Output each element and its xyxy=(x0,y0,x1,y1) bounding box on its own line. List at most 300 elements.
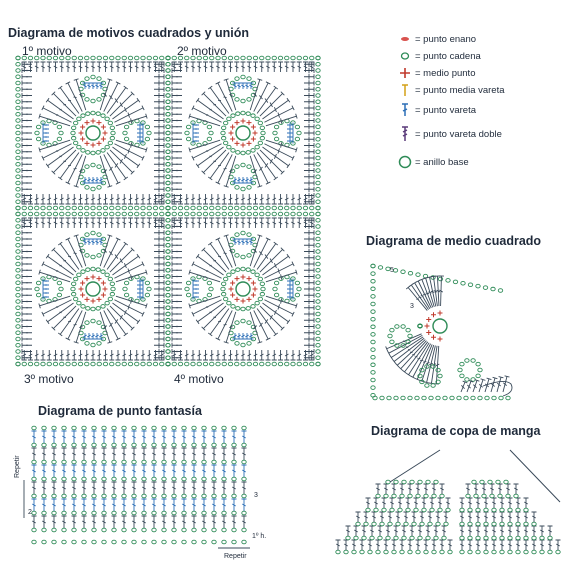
double-crochet xyxy=(193,291,199,296)
double-crochet xyxy=(122,62,127,72)
chain-stitch xyxy=(492,396,496,400)
chain-stitch xyxy=(22,206,26,210)
double-crochet xyxy=(32,516,37,528)
double-crochet xyxy=(304,230,314,236)
double-crochet xyxy=(43,295,49,300)
chain-stitch xyxy=(401,325,405,329)
double-crochet xyxy=(22,243,32,248)
chain-stitch xyxy=(16,312,20,316)
chain-stitch xyxy=(72,362,76,366)
chain-stitch xyxy=(476,508,480,512)
double-crochet xyxy=(102,448,107,460)
chain-stitch xyxy=(178,362,182,366)
chain-stitch xyxy=(415,396,419,400)
double-crochet xyxy=(22,324,32,329)
double-crochet xyxy=(420,512,425,522)
chain-stitch xyxy=(166,69,170,73)
double-crochet xyxy=(461,381,467,392)
double-crochet xyxy=(172,174,182,179)
chain-stitch xyxy=(444,522,448,526)
chain-stitch xyxy=(103,212,107,216)
chain-stitch xyxy=(402,480,406,484)
chain-stitch xyxy=(371,355,375,359)
double-crochet xyxy=(192,465,197,477)
chain-stitch xyxy=(291,212,295,216)
chain-stitch xyxy=(92,494,96,498)
chain-stitch xyxy=(16,119,20,123)
base-ring xyxy=(236,282,250,296)
chain-stitch xyxy=(440,494,444,498)
double-crochet xyxy=(540,526,545,536)
chain-stitch xyxy=(191,212,195,216)
single-crochet xyxy=(103,131,108,136)
chain-stitch xyxy=(392,550,396,554)
chain-stitch xyxy=(178,206,182,210)
chain-stitch xyxy=(432,550,436,554)
double-crochet xyxy=(193,127,199,132)
double-crochet xyxy=(485,378,491,392)
double-crochet xyxy=(22,81,32,86)
double-crochet xyxy=(224,79,236,110)
double-crochet xyxy=(154,112,164,118)
double-crochet xyxy=(72,482,77,494)
double-crochet xyxy=(142,516,147,528)
chain-stitch xyxy=(532,550,536,554)
chain-stitch xyxy=(142,443,146,447)
double-crochet xyxy=(95,239,100,245)
double-crochet xyxy=(222,431,227,443)
double-crochet xyxy=(193,123,199,128)
double-crochet xyxy=(22,268,32,273)
chain-stitch xyxy=(484,550,488,554)
chain-stitch xyxy=(132,443,136,447)
double-crochet xyxy=(22,312,32,317)
chain-stitch xyxy=(316,131,320,135)
chain-stitch xyxy=(272,212,276,216)
chain-stitch xyxy=(91,255,95,259)
double-crochet xyxy=(212,482,217,494)
double-crochet xyxy=(388,512,393,522)
single-crochet xyxy=(97,276,102,281)
chain-stitch xyxy=(316,243,320,247)
double-crochet xyxy=(241,218,246,228)
chain-stitch xyxy=(266,206,270,210)
chain-stitch xyxy=(110,206,114,210)
double-crochet xyxy=(47,350,52,360)
double-crochet xyxy=(107,242,128,269)
chain-stitch xyxy=(147,56,151,60)
double-crochet xyxy=(147,194,152,204)
chain-stitch xyxy=(468,508,472,512)
single-crochet xyxy=(85,276,90,281)
double-crochet xyxy=(468,540,473,550)
double-crochet xyxy=(516,526,521,536)
chain-stitch xyxy=(16,81,20,85)
chain-stitch xyxy=(28,362,32,366)
double-crochet xyxy=(142,465,147,477)
chain-stitch xyxy=(16,293,20,297)
single-crochet xyxy=(80,125,85,130)
chain-stitch xyxy=(202,426,206,430)
chain-stitch xyxy=(78,56,82,60)
double-crochet xyxy=(304,336,314,342)
chain-stitch xyxy=(16,87,20,91)
chain-stitch xyxy=(478,396,482,400)
chain-stitch xyxy=(142,511,146,515)
chain-stitch xyxy=(185,206,189,210)
chain-stitch xyxy=(112,540,116,544)
chain-stitch xyxy=(172,362,176,366)
chain-stitch xyxy=(278,206,282,210)
double-crochet xyxy=(436,512,441,522)
double-crochet xyxy=(392,540,397,550)
double-crochet xyxy=(122,482,127,494)
chain-stitch xyxy=(116,56,120,60)
chain-stitch xyxy=(91,187,95,191)
chain-stitch xyxy=(420,522,424,526)
chain-stitch xyxy=(261,131,265,135)
double-crochet xyxy=(172,149,182,154)
double-crochet xyxy=(172,280,182,285)
chain-stitch xyxy=(85,98,89,102)
double-crochet xyxy=(84,194,89,204)
chain-stitch xyxy=(81,149,85,153)
chain-stitch xyxy=(172,511,176,515)
chain-stitch xyxy=(344,550,348,554)
double-crochet xyxy=(154,243,164,249)
chain-stitch xyxy=(258,297,262,301)
double-crochet xyxy=(172,168,182,173)
double-crochet xyxy=(95,177,100,183)
double-crochet xyxy=(500,498,505,508)
chain-stitch xyxy=(85,206,89,210)
single-crochet xyxy=(230,281,235,286)
double-crochet xyxy=(237,239,242,245)
single-crochet xyxy=(247,120,252,125)
chain-stitch xyxy=(197,206,201,210)
double-crochet xyxy=(203,194,208,204)
chain-stitch xyxy=(145,137,149,141)
chain-stitch xyxy=(172,443,176,447)
double-crochet xyxy=(492,512,497,522)
double-crochet xyxy=(172,87,182,92)
chain-stitch xyxy=(105,117,109,121)
double-crochet xyxy=(62,516,67,528)
chain-stitch xyxy=(142,426,146,430)
double-crochet xyxy=(22,174,32,179)
double-crochet xyxy=(304,155,314,161)
chain-stitch xyxy=(166,206,170,210)
chain-stitch xyxy=(162,540,166,544)
double-crochet xyxy=(212,431,217,443)
chain-stitch xyxy=(72,443,76,447)
double-crochet xyxy=(154,330,164,336)
chain-stitch xyxy=(42,494,46,498)
chain-stitch xyxy=(222,494,226,498)
half-square-diagram xyxy=(365,258,520,408)
double-crochet xyxy=(84,218,89,228)
double-crochet xyxy=(22,287,32,292)
chain-stitch xyxy=(303,212,307,216)
chain-stitch xyxy=(52,477,56,481)
chain-stitch xyxy=(16,325,20,329)
chain-stitch xyxy=(460,362,464,366)
chain-stitch xyxy=(524,550,528,554)
chain-stitch xyxy=(418,536,422,540)
chain-stitch xyxy=(166,331,170,335)
double-crochet xyxy=(154,93,164,99)
double-crochet xyxy=(74,79,86,110)
chain-stitch xyxy=(210,206,214,210)
single-crochet xyxy=(425,324,430,329)
chain-stitch xyxy=(166,162,170,166)
chain-stitch xyxy=(182,426,186,430)
double-crochet xyxy=(212,499,217,511)
chain-stitch xyxy=(116,212,120,216)
double-crochet xyxy=(237,333,242,339)
chain-stitch xyxy=(102,511,106,515)
double-crochet xyxy=(266,350,271,360)
chain-stitch xyxy=(316,250,320,254)
single-crochet xyxy=(79,131,84,136)
chain-stitch xyxy=(32,460,36,464)
double-crochet xyxy=(386,334,422,351)
chain-stitch xyxy=(524,522,528,526)
chain-stitch xyxy=(166,262,170,266)
chain-stitch xyxy=(371,333,375,337)
chain-stitch xyxy=(209,287,213,291)
double-crochet xyxy=(42,465,47,477)
double-crochet xyxy=(304,324,314,330)
chain-stitch xyxy=(16,56,20,60)
chain-stitch xyxy=(371,302,375,306)
double-crochet xyxy=(394,526,399,536)
double-crochet xyxy=(154,174,164,180)
chain-stitch xyxy=(476,374,480,378)
single-crochet xyxy=(241,299,246,304)
double-crochet xyxy=(172,312,182,317)
double-crochet xyxy=(278,194,283,204)
double-crochet xyxy=(460,512,465,522)
chain-stitch xyxy=(97,98,101,102)
chain-stitch xyxy=(272,206,276,210)
single-crochet xyxy=(229,131,234,136)
chain-stitch xyxy=(500,508,504,512)
chain-stitch xyxy=(532,522,536,526)
double-crochet xyxy=(232,499,237,511)
chain-stitch xyxy=(228,56,232,60)
chain-stitch xyxy=(235,165,239,169)
chain-stitch xyxy=(371,325,375,329)
chain-stitch xyxy=(241,99,245,103)
double-crochet xyxy=(432,484,437,494)
chain-stitch xyxy=(102,477,106,481)
double-crochet xyxy=(266,218,271,228)
chain-stitch xyxy=(500,522,504,526)
chain-stitch xyxy=(166,137,170,141)
double-crochet xyxy=(242,516,247,528)
chain-stitch xyxy=(460,374,464,378)
chain-stitch xyxy=(429,396,433,400)
chain-stitch xyxy=(207,293,211,297)
single-crochet xyxy=(247,297,252,302)
chain-stitch xyxy=(92,511,96,515)
chain-stitch xyxy=(85,165,89,169)
double-crochet xyxy=(154,99,164,105)
single-crochet xyxy=(253,131,258,136)
chain-stitch xyxy=(235,186,239,190)
chain-stitch xyxy=(434,536,438,540)
chain-stitch xyxy=(152,426,156,430)
chain-stitch xyxy=(166,125,170,129)
chain-stitch xyxy=(468,283,472,287)
double-crochet xyxy=(402,526,407,536)
chain-stitch xyxy=(123,287,127,291)
double-crochet xyxy=(266,62,271,72)
double-crochet xyxy=(154,236,164,242)
double-crochet xyxy=(297,350,302,360)
chain-stitch xyxy=(235,254,239,258)
chain-stitch xyxy=(316,300,320,304)
double-crochet xyxy=(257,308,278,335)
double-crochet xyxy=(448,540,453,550)
chain-stitch xyxy=(97,362,101,366)
double-crochet xyxy=(484,512,489,522)
double-crochet xyxy=(52,431,57,443)
chain-stitch xyxy=(172,212,176,216)
chain-stitch xyxy=(172,426,176,430)
double-crochet xyxy=(182,431,187,443)
chain-stitch xyxy=(460,536,464,540)
double-crochet xyxy=(172,324,182,329)
double-crochet xyxy=(74,235,86,266)
chain-stitch xyxy=(223,141,227,145)
double-crochet xyxy=(41,218,46,228)
double-crochet xyxy=(232,482,237,494)
anillo-base-icon xyxy=(398,155,412,169)
chain-stitch xyxy=(221,292,225,296)
chain-stitch xyxy=(424,550,428,554)
chain-stitch xyxy=(548,536,552,540)
double-crochet xyxy=(398,498,403,508)
double-crochet xyxy=(304,343,314,349)
chain-stitch xyxy=(274,281,278,285)
double-crochet xyxy=(202,431,207,443)
double-crochet xyxy=(91,218,96,228)
double-crochet xyxy=(182,448,187,460)
chain-stitch xyxy=(16,212,20,216)
chain-stitch xyxy=(260,362,264,366)
double-crochet xyxy=(82,516,87,528)
chain-stitch xyxy=(78,212,82,216)
double-crochet xyxy=(97,218,102,228)
chain-stitch xyxy=(261,287,265,291)
double-crochet xyxy=(78,350,83,360)
chain-stitch xyxy=(221,282,225,286)
double-crochet xyxy=(497,377,503,392)
double-crochet xyxy=(242,499,247,511)
legend-punto-vareta xyxy=(398,103,476,117)
double-crochet xyxy=(66,218,71,228)
chain-stitch xyxy=(91,343,95,347)
double-crochet xyxy=(356,512,361,522)
double-crochet xyxy=(284,194,289,204)
chain-stitch xyxy=(232,460,236,464)
double-crochet xyxy=(62,465,67,477)
double-crochet xyxy=(368,540,373,550)
chain-stitch xyxy=(316,331,320,335)
double-crochet xyxy=(202,499,207,511)
chain-stitch xyxy=(424,494,428,498)
single-crochet xyxy=(85,297,90,302)
double-crochet xyxy=(304,187,314,193)
chain-stitch xyxy=(152,460,156,464)
half-square-title: Diagrama de medio cuadrado xyxy=(366,234,542,248)
chain-stitch xyxy=(147,131,151,135)
double-crochet xyxy=(382,498,387,508)
double-crochet xyxy=(209,218,214,228)
chain-stitch xyxy=(222,206,226,210)
double-crochet xyxy=(412,512,417,522)
double-crochet xyxy=(172,156,182,161)
chain-stitch xyxy=(166,362,170,366)
double-crochet xyxy=(34,194,39,204)
double-crochet xyxy=(224,156,236,187)
chain-stitch xyxy=(227,117,231,121)
double-crochet xyxy=(152,516,157,528)
double-crochet xyxy=(234,194,239,204)
double-crochet xyxy=(154,293,164,299)
chain-stitch xyxy=(471,396,475,400)
chain-stitch xyxy=(247,362,251,366)
chain-stitch xyxy=(247,254,251,258)
double-crochet xyxy=(222,62,227,72)
chain-stitch xyxy=(186,137,190,141)
chain-stitch xyxy=(172,528,176,532)
double-crochet xyxy=(154,274,164,280)
chain-stitch xyxy=(274,125,278,129)
double-crochet xyxy=(438,498,443,508)
chain-stitch xyxy=(172,540,176,544)
chain-stitch xyxy=(371,317,375,321)
chain-stitch xyxy=(436,522,440,526)
double-crochet xyxy=(272,350,277,360)
chain-stitch xyxy=(371,378,375,382)
double-crochet xyxy=(414,498,419,508)
chain-stitch xyxy=(316,318,320,322)
double-crochet xyxy=(34,218,39,228)
double-crochet xyxy=(212,516,217,528)
chain-stitch xyxy=(258,277,262,281)
double-crochet xyxy=(193,283,199,288)
chain-stitch xyxy=(260,136,264,140)
chain-stitch xyxy=(97,233,101,237)
chain-stitch xyxy=(516,550,520,554)
double-crochet xyxy=(232,465,237,477)
chain-stitch xyxy=(192,511,196,515)
chain-stitch xyxy=(492,536,496,540)
double-crochet xyxy=(197,218,202,228)
chain-stitch xyxy=(235,321,239,325)
double-crochet xyxy=(257,152,278,179)
double-crochet xyxy=(22,187,32,192)
double-crochet xyxy=(556,540,561,550)
chain-stitch xyxy=(35,212,39,216)
chain-stitch xyxy=(203,362,207,366)
double-crochet xyxy=(192,516,197,528)
chain-stitch xyxy=(260,212,264,216)
single-crochet xyxy=(97,120,102,125)
